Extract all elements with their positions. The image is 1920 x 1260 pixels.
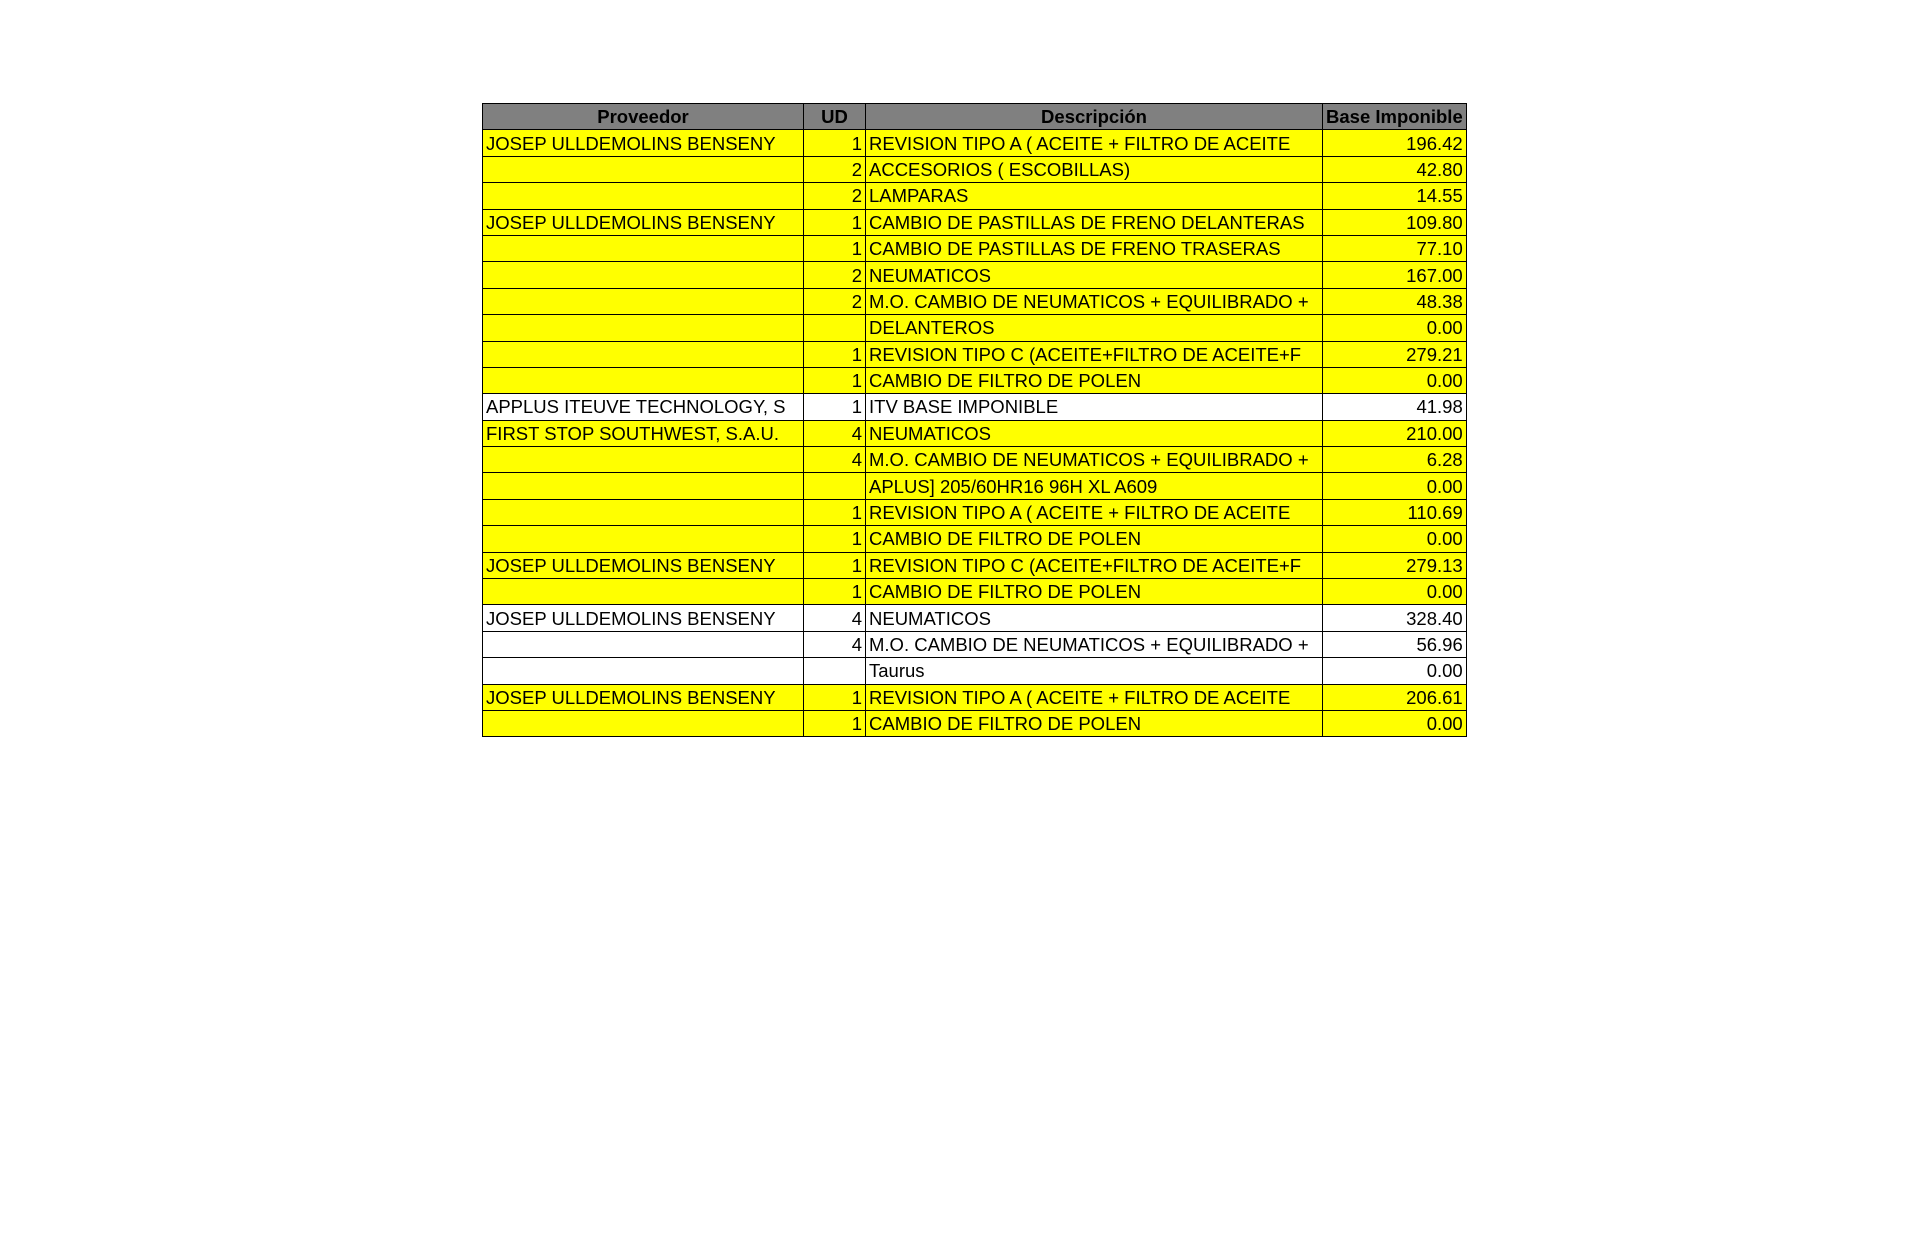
cell-proveedor: [483, 235, 804, 261]
table-row: [483, 183, 1467, 209]
cell-ud: 2: [804, 183, 866, 209]
cell-base-imponible: 0.00: [1323, 526, 1467, 552]
cell-base-imponible: 0.00: [1323, 579, 1467, 605]
cell-proveedor: FIRST STOP SOUTHWEST, S.A.U.: [483, 420, 804, 446]
cell-descripcion: ITV BASE IMPONIBLE: [866, 394, 1323, 420]
cell-descripcion: LAMPARAS: [866, 183, 1323, 209]
table-row: [483, 710, 1467, 736]
cell-ud: 4: [804, 631, 866, 657]
cell-proveedor: [483, 579, 804, 605]
cell-ud: 1: [804, 209, 866, 235]
cell-descripcion: NEUMATICOS: [866, 605, 1323, 631]
cell-descripcion: REVISION TIPO A ( ACEITE + FILTRO DE ACEITE: [866, 499, 1323, 525]
cell-descripcion: APLUS] 205/60HR16 96H XL A609: [866, 473, 1323, 499]
cell-base-imponible: 206.61: [1323, 684, 1467, 710]
cell-ud: 4: [804, 420, 866, 446]
cell-descripcion: CAMBIO DE FILTRO DE POLEN: [866, 367, 1323, 393]
cell-proveedor: [483, 183, 804, 209]
cell-ud: 4: [804, 447, 866, 473]
cell-proveedor: [483, 473, 804, 499]
expenses-table: [482, 103, 1467, 737]
cell-proveedor: [483, 288, 804, 314]
table-row: [483, 473, 1467, 499]
cell-descripcion: NEUMATICOS: [866, 420, 1323, 446]
header-base-imponible: Base Imponible: [1323, 104, 1467, 130]
cell-ud: 1: [804, 130, 866, 156]
cell-base-imponible: 41.98: [1323, 394, 1467, 420]
cell-ud: 1: [804, 394, 866, 420]
cell-proveedor: [483, 315, 804, 341]
cell-proveedor: [483, 341, 804, 367]
cell-ud: [804, 658, 866, 684]
cell-base-imponible: 6.28: [1323, 447, 1467, 473]
cell-descripcion: DELANTEROS: [866, 315, 1323, 341]
cell-descripcion: CAMBIO DE PASTILLAS DE FRENO TRASERAS: [866, 235, 1323, 261]
cell-ud: [804, 315, 866, 341]
table-row: [483, 526, 1467, 552]
cell-base-imponible: 42.80: [1323, 156, 1467, 182]
cell-proveedor: [483, 526, 804, 552]
cell-base-imponible: 279.13: [1323, 552, 1467, 578]
table-row: [483, 156, 1467, 182]
table-row: [483, 315, 1467, 341]
cell-ud: 2: [804, 262, 866, 288]
cell-descripcion: REVISION TIPO A ( ACEITE + FILTRO DE ACEITE: [866, 684, 1323, 710]
cell-base-imponible: 0.00: [1323, 658, 1467, 684]
header-proveedor: Proveedor: [483, 104, 804, 130]
cell-base-imponible: 196.42: [1323, 130, 1467, 156]
cell-proveedor: JOSEP ULLDEMOLINS BENSENY: [483, 684, 804, 710]
cell-base-imponible: 0.00: [1323, 710, 1467, 736]
cell-base-imponible: 0.00: [1323, 367, 1467, 393]
cell-descripcion: CAMBIO DE FILTRO DE POLEN: [866, 710, 1323, 736]
table-row: [483, 631, 1467, 657]
table-row: [483, 579, 1467, 605]
cell-descripcion: NEUMATICOS: [866, 262, 1323, 288]
table-row: [483, 684, 1467, 710]
cell-base-imponible: 328.40: [1323, 605, 1467, 631]
table-row: [483, 420, 1467, 446]
cell-proveedor: [483, 156, 804, 182]
cell-ud: 1: [804, 684, 866, 710]
cell-proveedor: JOSEP ULLDEMOLINS BENSENY: [483, 605, 804, 631]
cell-descripcion: CAMBIO DE FILTRO DE POLEN: [866, 579, 1323, 605]
cell-base-imponible: 167.00: [1323, 262, 1467, 288]
cell-proveedor: JOSEP ULLDEMOLINS BENSENY: [483, 209, 804, 235]
cell-ud: 4: [804, 605, 866, 631]
table-row: [483, 235, 1467, 261]
table-row: [483, 552, 1467, 578]
table-row: [483, 658, 1467, 684]
cell-ud: 1: [804, 526, 866, 552]
cell-proveedor: APPLUS ITEUVE TECHNOLOGY, S: [483, 394, 804, 420]
cell-base-imponible: 77.10: [1323, 235, 1467, 261]
cell-ud: 1: [804, 499, 866, 525]
cell-ud: [804, 473, 866, 499]
table-row: [483, 394, 1467, 420]
cell-base-imponible: 56.96: [1323, 631, 1467, 657]
header-descripcion: Descripción: [866, 104, 1323, 130]
table-row: [483, 130, 1467, 156]
cell-descripcion: M.O. CAMBIO DE NEUMATICOS + EQUILIBRADO +: [866, 447, 1323, 473]
cell-descripcion: M.O. CAMBIO DE NEUMATICOS + EQUILIBRADO +: [866, 631, 1323, 657]
cell-proveedor: [483, 658, 804, 684]
table-row: [483, 209, 1467, 235]
cell-base-imponible: 210.00: [1323, 420, 1467, 446]
table-row: [483, 341, 1467, 367]
cell-base-imponible: 48.38: [1323, 288, 1467, 314]
cell-ud: 1: [804, 552, 866, 578]
table-row: [483, 288, 1467, 314]
cell-descripcion: M.O. CAMBIO DE NEUMATICOS + EQUILIBRADO +: [866, 288, 1323, 314]
cell-descripcion: REVISION TIPO A ( ACEITE + FILTRO DE ACEITE: [866, 130, 1323, 156]
cell-base-imponible: 0.00: [1323, 315, 1467, 341]
cell-proveedor: JOSEP ULLDEMOLINS BENSENY: [483, 552, 804, 578]
table-row: [483, 367, 1467, 393]
cell-base-imponible: 110.69: [1323, 499, 1467, 525]
cell-ud: 2: [804, 156, 866, 182]
cell-ud: 2: [804, 288, 866, 314]
cell-ud: 1: [804, 235, 866, 261]
table-row: [483, 262, 1467, 288]
cell-ud: 1: [804, 579, 866, 605]
cell-base-imponible: 0.00: [1323, 473, 1467, 499]
cell-descripcion: CAMBIO DE PASTILLAS DE FRENO DELANTERAS: [866, 209, 1323, 235]
cell-descripcion: CAMBIO DE FILTRO DE POLEN: [866, 526, 1323, 552]
header-row: [483, 104, 1467, 130]
cell-proveedor: JOSEP ULLDEMOLINS BENSENY: [483, 130, 804, 156]
cell-proveedor: [483, 367, 804, 393]
cell-descripcion: REVISION TIPO C (ACEITE+FILTRO DE ACEITE+F: [866, 552, 1323, 578]
cell-descripcion: REVISION TIPO C (ACEITE+FILTRO DE ACEITE+F: [866, 341, 1323, 367]
cell-ud: 1: [804, 710, 866, 736]
cell-descripcion: ACCESORIOS ( ESCOBILLAS): [866, 156, 1323, 182]
table-row: [483, 447, 1467, 473]
cell-base-imponible: 14.55: [1323, 183, 1467, 209]
cell-ud: 1: [804, 341, 866, 367]
cell-proveedor: [483, 631, 804, 657]
cell-proveedor: [483, 447, 804, 473]
header-ud: UD: [804, 104, 866, 130]
cell-base-imponible: 279.21: [1323, 341, 1467, 367]
table-row: [483, 499, 1467, 525]
table-row: [483, 605, 1467, 631]
table-body: [483, 130, 1467, 737]
cell-ud: 1: [804, 367, 866, 393]
cell-descripcion: Taurus: [866, 658, 1323, 684]
cell-base-imponible: 109.80: [1323, 209, 1467, 235]
cell-proveedor: [483, 710, 804, 736]
cell-proveedor: [483, 499, 804, 525]
cell-proveedor: [483, 262, 804, 288]
